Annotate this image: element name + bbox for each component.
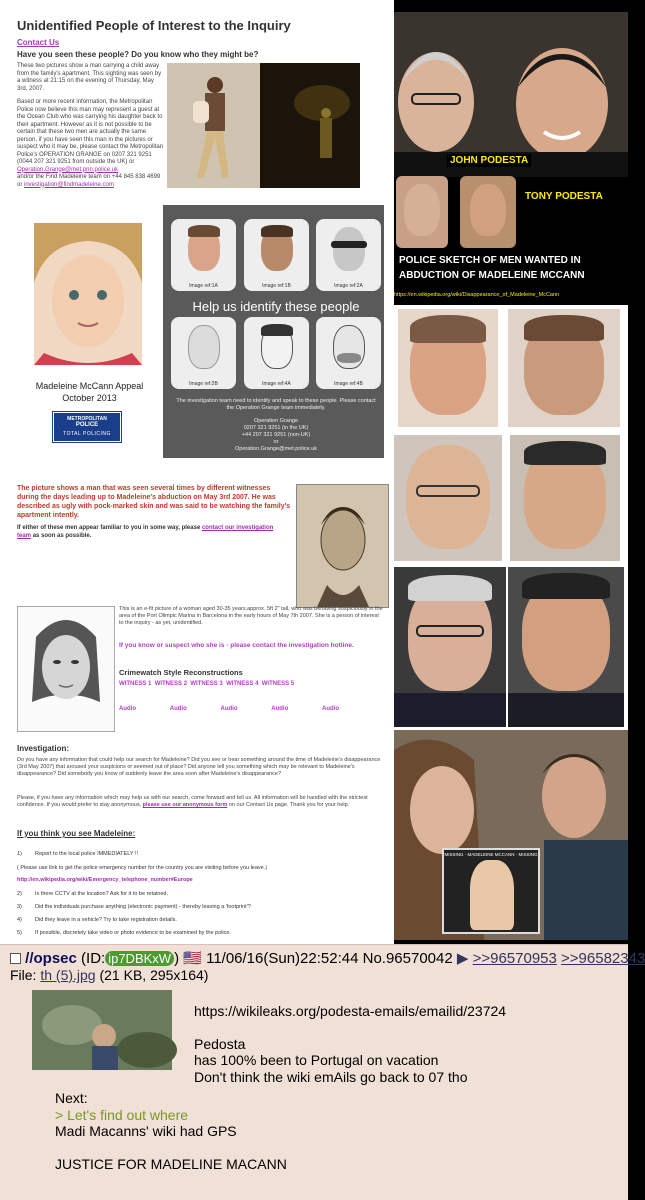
investigation-text: Do you have any information that could help our search for Madeleine? Did you see or hear something around the time of Madeleine's disappearance (3rd May 2007) that aroused your suspicions or seemed out of place? Did anyone tell you something which may be relevant to Madeleine's disappearance? Did somebody you know of suddenly leave the area soon after Madeleine's disappearance? — [17, 757, 381, 777]
audio-2-link[interactable]: Audio — [169, 706, 187, 712]
efit-face-2 — [508, 309, 620, 427]
sighting-para-1: These two pictures show a man carrying a child away from the family's apartment. This sighting was seen by a witness at 21:15 on the evening of Thursday, May 3rd, 2007. — [17, 63, 162, 92]
appeal-name: Madeleine McCann Appeal — [35, 381, 144, 391]
morph-face-tony — [510, 435, 620, 561]
face-comparison-panel — [394, 305, 628, 730]
page-title: Unidentified People of Interest to the Inquiry — [17, 18, 291, 33]
appeal-date: October 2013 — [62, 393, 117, 403]
contact-us-link[interactable]: Contact Us — [17, 38, 60, 47]
sighting-photo-2 — [260, 63, 360, 188]
grange-email-link[interactable]: Operation.Grange@met.pnn.police.uk — [17, 166, 119, 173]
wikileaks-link[interactable]: https://wikileaks.org/podesta-emails/emailid/23724 — [194, 1003, 507, 1019]
tony-podesta-label: TONY PODESTA — [522, 190, 606, 203]
investigation-text-2: Please, if you have any information which may help us with our search, come forward and tell us. All information will be handled with the strictest confidence. If you would prefer to stay anonymous, please use our anonymous form on our Contact Us page. Thank you for your help. — [17, 795, 368, 808]
witness-3-link[interactable]: WITNESS 3 — [190, 681, 223, 687]
inquiry-web-page — [0, 0, 394, 944]
post-checkbox[interactable] — [10, 953, 21, 964]
post-header: //opsec (ID: ip7DBKxW ) 🇺🇸 11/06/16(Sun)22:52:44 No.96570042 ▶ >>96570953 >>96582343 — [10, 949, 645, 967]
sketch-4b-label: Image ref:4B — [334, 381, 363, 387]
appeal-left-panel — [16, 205, 163, 458]
witness-4-link[interactable]: WITNESS 4 — [226, 681, 259, 687]
sketch-2b — [171, 317, 236, 389]
appeal-note: The investigation team need to identify and speak to these people. Please contact the Operation Grange team immediately. — [176, 398, 376, 411]
sketch-4b — [316, 317, 381, 389]
sketch-4a — [244, 317, 309, 389]
podesta-brothers-photo — [394, 12, 628, 177]
podesta-photo-panel — [394, 0, 628, 305]
investigation-title: Investigation: — [17, 744, 70, 753]
sketch-2a — [316, 219, 381, 291]
audio-links — [119, 706, 339, 712]
see-madeleine-title: If you think you see Madeleine: — [17, 829, 136, 838]
witness-links — [119, 681, 294, 687]
post-line: Don't think the wiki emAils go back to 07 tho — [194, 1068, 468, 1085]
sketch-2a-label: Image ref:2A — [334, 283, 363, 289]
backlink-2[interactable]: >>96582343 — [561, 950, 645, 967]
tony-podesta-photo — [508, 567, 624, 727]
appeal-headline: Help us identify these people — [192, 299, 360, 314]
sketch-1a-label: Image ref:1A — [189, 283, 218, 289]
audio-5-link[interactable]: Audio — [322, 706, 339, 712]
sighting-photo-1 — [167, 63, 260, 188]
step-item: 5) If possible, discretely take video or photo evidence to be examined by the police. — [17, 930, 231, 936]
sketch-1b — [244, 219, 309, 291]
witness-1-link[interactable]: WITNESS 1 — [119, 681, 152, 687]
witness-2-link[interactable]: WITNESS 2 — [154, 681, 188, 687]
post-menu-arrow-icon[interactable]: ▶ — [456, 950, 469, 967]
sketch-thumb-1 — [396, 176, 448, 248]
audio-4-link[interactable]: Audio — [271, 706, 289, 712]
sketch-caption-2: ABDUCTION OF MADELEINE MCCANN — [396, 269, 588, 282]
sketch-1a — [171, 219, 236, 291]
post-line: JUSTICE FOR MADELINE MACANN — [55, 1155, 287, 1172]
post-number[interactable]: No.96570042 — [362, 950, 453, 967]
morph-face-john — [394, 435, 502, 561]
ugly-man-description: The picture shows a man that was seen several times by different witnesses during the days leading up to Madeleine's abduction on May 3rd 2007. He was described as ugly with pock-marked skin and was said to be watching the family's apartment intently. — [17, 485, 291, 519]
madeleine-photo — [34, 223, 142, 365]
step-item: 2) Is there CCTV at the location? Ask for it to be retained. — [17, 891, 168, 897]
john-podesta-label: JOHN PODESTA — [447, 154, 531, 167]
post-subject: //opsec — [25, 950, 77, 967]
step-item: 3) Did the individuals purchase anything (electronic payment) - thereby leaving a 'footprint'? — [17, 904, 251, 910]
anonymous-form-link[interactable]: please use our anonymous form — [142, 802, 228, 808]
post-line: Pedosta — [194, 1035, 246, 1052]
findmadeleine-email-link[interactable]: investigation@findmadeleine.com — [24, 181, 114, 188]
sighting-para-3: and/or the Find Madeleine team on +44 845 838 4699 or — [17, 174, 161, 188]
sketch-1b-label: Image ref:1B — [262, 283, 291, 289]
pockmarked-man-sketch — [296, 484, 389, 608]
step-item: 4) Did they leave in a vehicle? Try to take registration details. — [17, 917, 177, 923]
post-body-block2 — [55, 1090, 287, 1172]
audio-3-link[interactable]: Audio — [220, 706, 238, 712]
efit-face-1 — [398, 309, 498, 427]
woman-contact-text: If you know or suspect who she is - please contact the investigation hotline. — [119, 642, 354, 649]
sketch-caption-1: POLICE SKETCH OF MEN WANTED IN — [396, 254, 584, 267]
sighting-para-2: Based or more recent information, the Metropolitan Police now believe this man may represent a guest at the Ocean Club who was carrying his daughter back to their apartment. However as it is not possible to be certain that these two men are actually the same person, if you have seen this man in the pictures or suspect who it may be, please contact the Metropolitan Police's OPERATION GRANGE on 0207 321 9251 (0044 207 321 9251 from outside the UK) or — [17, 99, 164, 165]
man-contact-text: If either of these men appear familiar to you in some way, please contact our investigation team as soon as possible. — [17, 525, 274, 539]
steps-list — [17, 851, 387, 943]
sighting-text — [17, 63, 165, 189]
poster-id-badge[interactable]: ip7DBKxW — [105, 951, 174, 966]
question-heading: Have you seen these people? Do you know who they might be? — [17, 50, 259, 59]
post-body-block1 — [194, 1003, 506, 1085]
us-flag-icon: 🇺🇸 — [183, 950, 202, 967]
wiki-emergency-link[interactable]: http://en.wikipedia.org/wiki/Emergency_telephone_number#Europe — [17, 877, 193, 883]
appeal-contact: Operation Grange 0207 321 9251 (in the UK) +44 207 321 9251 (non-UK) or Operation.Grange@met.police.uk — [234, 418, 317, 452]
forum-post — [0, 944, 645, 1200]
met-police-logo: METROPOLITAN POLICE TOTAL POLICING — [53, 412, 121, 442]
audio-1-link[interactable]: Audio — [119, 706, 136, 712]
woman-description: This is an e-fit picture of a woman aged 30-35 years,approx. 5ft 2" tall, who was behaving suspiciously in the area of the Port Olimpic Marina in Barcelona in the early hours of May 7th 2007. She is a person of interest to the inquiry - as yet, unidentified. — [119, 606, 383, 626]
missing-poster: MISSING · MADELEINE MCCANN · MISSING — [442, 848, 540, 934]
post-line: Next: — [55, 1090, 88, 1106]
post-thumbnail[interactable] — [32, 990, 172, 1070]
backlink-1[interactable]: >>96570953 — [472, 950, 557, 967]
post-datetime: 11/06/16(Sun)22:52:44 — [206, 950, 359, 967]
wiki-url[interactable]: https://en.wikipedia.org/wiki/Disappearance_of_Madeleine_McCann — [394, 292, 560, 298]
post-line: has 100% been to Portugal on vacation — [194, 1052, 439, 1068]
file-info: File: th (5).jpg (21 KB, 295x164) — [10, 967, 209, 983]
witness-5-link[interactable]: WITNESS 5 — [261, 681, 295, 687]
step-item: 1) Report to the local police IMMEDIATELY !! — [17, 851, 139, 857]
step-item: ( Please use link to get the police emergency number for the country you are visiting before you leave.) — [17, 865, 268, 871]
contact-investigation-link[interactable]: contact our investigation team — [17, 525, 274, 539]
john-podesta-photo — [394, 567, 506, 727]
file-name-link[interactable]: th (5).jpg — [40, 967, 96, 983]
sketch-4a-label: Image ref:4A — [262, 381, 291, 387]
sketch-2b-label: Image ref:2B — [189, 381, 218, 387]
post-line: Madi Macanns' wiki had GPS — [55, 1123, 237, 1139]
appeal-poster — [16, 205, 384, 458]
mccann-parents-photo — [394, 730, 628, 940]
greentext-line: > Let's find out where — [55, 1106, 189, 1123]
crimewatch-title: Crimewatch Style Reconstructions — [119, 668, 243, 677]
woman-efit — [17, 606, 115, 732]
sketch-thumb-2 — [460, 176, 516, 248]
